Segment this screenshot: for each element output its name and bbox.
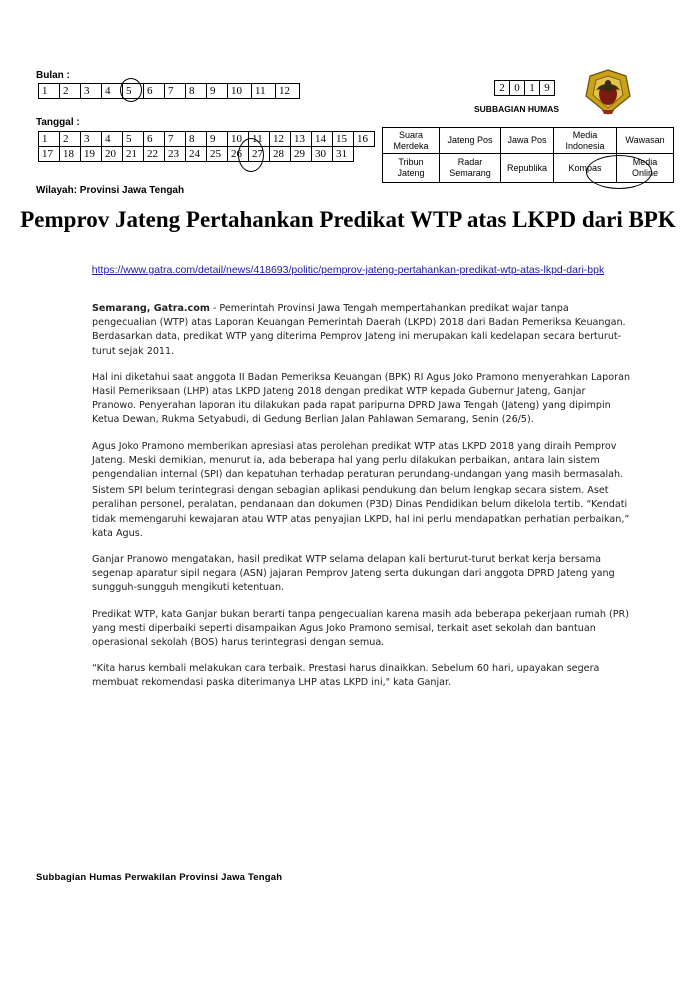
article-paragraph-6: Predikat WTP, kata Ganjar bukan berarti tanpa pengecualian karena masih ada beberapa pekerjaan rumah (PR) yang mesti diperbaiki seperti disampaikan Agus Joko Pramono semisal, terkait aset sekolah dan bantuan operasional sekolah (BOS) harus terintegrasi dengan semua. — [92, 608, 629, 649]
date-cell-29: 29 — [291, 147, 312, 162]
dateline: Semarang, Gatra.com — [92, 303, 210, 314]
date-cell-17: 17 — [39, 147, 60, 162]
year-digit-0: 0 — [510, 81, 525, 96]
article-paragraph-2: Hal ini diketahui saat anggota II Badan Pemeriksa Keuangan (BPK) RI Agus Joko Pramono menyerahkan Laporan Hasil Pemeriksaan (LHP) atas LKPD Jateng 2018 dengan predikat WTP kepada Gubernur Jateng, Ganjar Pranowo. Penyerahan laporan itu dilakukan pada rapat paripurna DPRD Jawa Tengah (Jateng) yang dipimpin Ketua Dewan, Rukma Setyabudi, di Gedung Berlian Jalan Pahlawan Semarang, Senin (26/5). — [92, 371, 631, 426]
article-paragraph-5: Ganjar Pranowo mengatakan, hasil predikat WTP selama delapan kali berturut-turut berkat kerja bersama segenap aparatur sipil negara (ASN) jajaran Pemprov Jateng serta dukungan dari anggota DPRD Jateng yang sungguh-sungguh mengikuti ketentuan. — [92, 554, 615, 594]
date-cell-11: 11 — [249, 132, 270, 147]
date-cell-10: 10 — [228, 132, 249, 147]
article-url-link[interactable]: https://www.gatra.com/detail/news/418693/politic/pemprov-jateng-pertahankan-predikat-wtp-atas-lkpd-dari-bpk — [91, 264, 605, 276]
date-cell-6: 6 — [144, 132, 165, 147]
month-cell-2: 2 — [60, 84, 81, 99]
date-cell-18: 18 — [60, 147, 81, 162]
date-cell-30: 30 — [312, 147, 333, 162]
article-title: Pemprov Jateng Pertahankan Predikat WTP atas LKPD dari BPK — [20, 207, 676, 232]
selected-media-circle — [586, 155, 652, 189]
month-grid — [38, 83, 300, 99]
selected-date-circle — [238, 138, 264, 172]
month-cell-7: 7 — [165, 84, 186, 99]
date-cell-19: 19 — [81, 147, 102, 162]
month-cell-12: 12 — [276, 84, 300, 99]
date-cell-23: 23 — [165, 147, 186, 162]
month-cell-4: 4 — [102, 84, 123, 99]
unit-label: SUBBAGIAN HUMAS — [474, 104, 559, 114]
media-cell-republika: Republika — [501, 154, 554, 183]
month-cell-10: 10 — [228, 84, 252, 99]
date-cell-27: 27 — [249, 147, 270, 162]
article-paragraph-4: Sistem SPI belum terintegrasi dengan sebagian aplikasi pendukung dan belum lengkap secara sistem. Aset peralihan personel, peralatan, pendanaan dan dokumen (P3D) Dinas Pendidikan belum dikelola tertib. “Kendati tidak memengaruhi kewajaran atau WTP atas penyajian LKPD, hal ini perlu mendapatkan perhatian perbaikan,” kata Agus. — [92, 485, 630, 539]
year-digit-1: 1 — [525, 81, 540, 96]
date-cell-9: 9 — [207, 132, 228, 147]
date-cell-7: 7 — [165, 132, 186, 147]
media-cell-jawa-pos: Jawa Pos — [501, 128, 554, 154]
media-cell-jateng-pos: Jateng Pos — [440, 128, 501, 154]
date-cell-24: 24 — [186, 147, 207, 162]
date-cell-13: 13 — [291, 132, 312, 147]
media-cell-media-online: Media Online — [617, 154, 674, 183]
date-cell-3: 3 — [81, 132, 102, 147]
date-cell-8: 8 — [186, 132, 207, 147]
paragraph-1-text: - Pemerintah Provinsi Jawa Tengah mempertahankan predikat wajar tanpa pengecualian (WTP) atas Laporan Keuangan Pemerintah Daerah (LKPD) 2018 dari Badan Pemeriksa Keuangan. Berdasarkan data, predikat WTP yang diterima Pemprov Jateng ini merupakan kali kedelapan secara berturut-turut sejak 2011. — [92, 303, 626, 357]
month-cell-6: 6 — [144, 84, 165, 99]
article-paragraph-1 — [92, 302, 632, 359]
media-cell-kompas: Kompas — [554, 154, 617, 183]
media-cell-suara-merdeka: Suara Merdeka — [383, 128, 440, 154]
media-cell-radar-semarang: Radar Semarang — [440, 154, 501, 183]
date-cell-22: 22 — [144, 147, 165, 162]
date-cell-20: 20 — [102, 147, 123, 162]
month-cell-8: 8 — [186, 84, 207, 99]
year-digit-9: 9 — [540, 81, 555, 96]
month-cell-5: 5 — [123, 84, 144, 99]
date-cell-16: 16 — [354, 132, 375, 147]
article-paragraph-7: “Kita harus kembali melakukan cara terbaik. Prestasi harus dinaikkan. Sebelum 60 hari, upayakan segera membuat rekomendasi paska diterimanya LHP atas LKPD ini," kata Ganjar. — [92, 663, 600, 689]
garuda-emblem-icon — [582, 66, 634, 118]
year-grid — [494, 80, 555, 96]
date-cell-28: 28 — [270, 147, 291, 162]
date-cell-4: 4 — [102, 132, 123, 147]
date-cell-empty — [354, 147, 375, 162]
month-cell-11: 11 — [252, 84, 276, 99]
month-cell-1: 1 — [39, 84, 60, 99]
tanggal-label: Tanggal : — [36, 117, 80, 128]
media-cell-wawasan: Wawasan — [617, 128, 674, 154]
month-cell-9: 9 — [207, 84, 228, 99]
date-cell-25: 25 — [207, 147, 228, 162]
media-cell-media-indonesia: Media Indonesia — [554, 128, 617, 154]
media-cell-tribun-jateng: Tribun Jateng — [383, 154, 440, 183]
date-cell-31: 31 — [333, 147, 354, 162]
article-body — [92, 302, 632, 703]
selected-month-circle — [120, 78, 142, 102]
date-cell-12: 12 — [270, 132, 291, 147]
bulan-label: Bulan : — [36, 70, 70, 81]
month-cell-3: 3 — [81, 84, 102, 99]
date-cell-2: 2 — [60, 132, 81, 147]
date-cell-26: 26 — [228, 147, 249, 162]
wilayah-label: Wilayah: Provinsi Jawa Tengah — [36, 185, 185, 196]
footer-unit: Subbagian Humas Perwakilan Provinsi Jawa Tengah — [36, 872, 283, 883]
date-grid — [38, 131, 375, 162]
date-cell-5: 5 — [123, 132, 144, 147]
article-paragraph-3: Agus Joko Pramono memberikan apresiasi atas perolehan predikat WTP atas LKPD 2018 yang diraih Pemprov Jateng. Meski demikian, menurut ia, ada beberapa hal yang perlu dilakukan perbaikan, antara lain sistem pengendalian internal (SPI) dan kepatuhan terhadap peraturan perundang-undangan yang masih bermasalah. — [92, 440, 624, 481]
date-cell-15: 15 — [333, 132, 354, 147]
date-cell-1: 1 — [39, 132, 60, 147]
date-cell-14: 14 — [312, 132, 333, 147]
year-digit-2: 2 — [495, 81, 510, 96]
date-cell-21: 21 — [123, 147, 144, 162]
